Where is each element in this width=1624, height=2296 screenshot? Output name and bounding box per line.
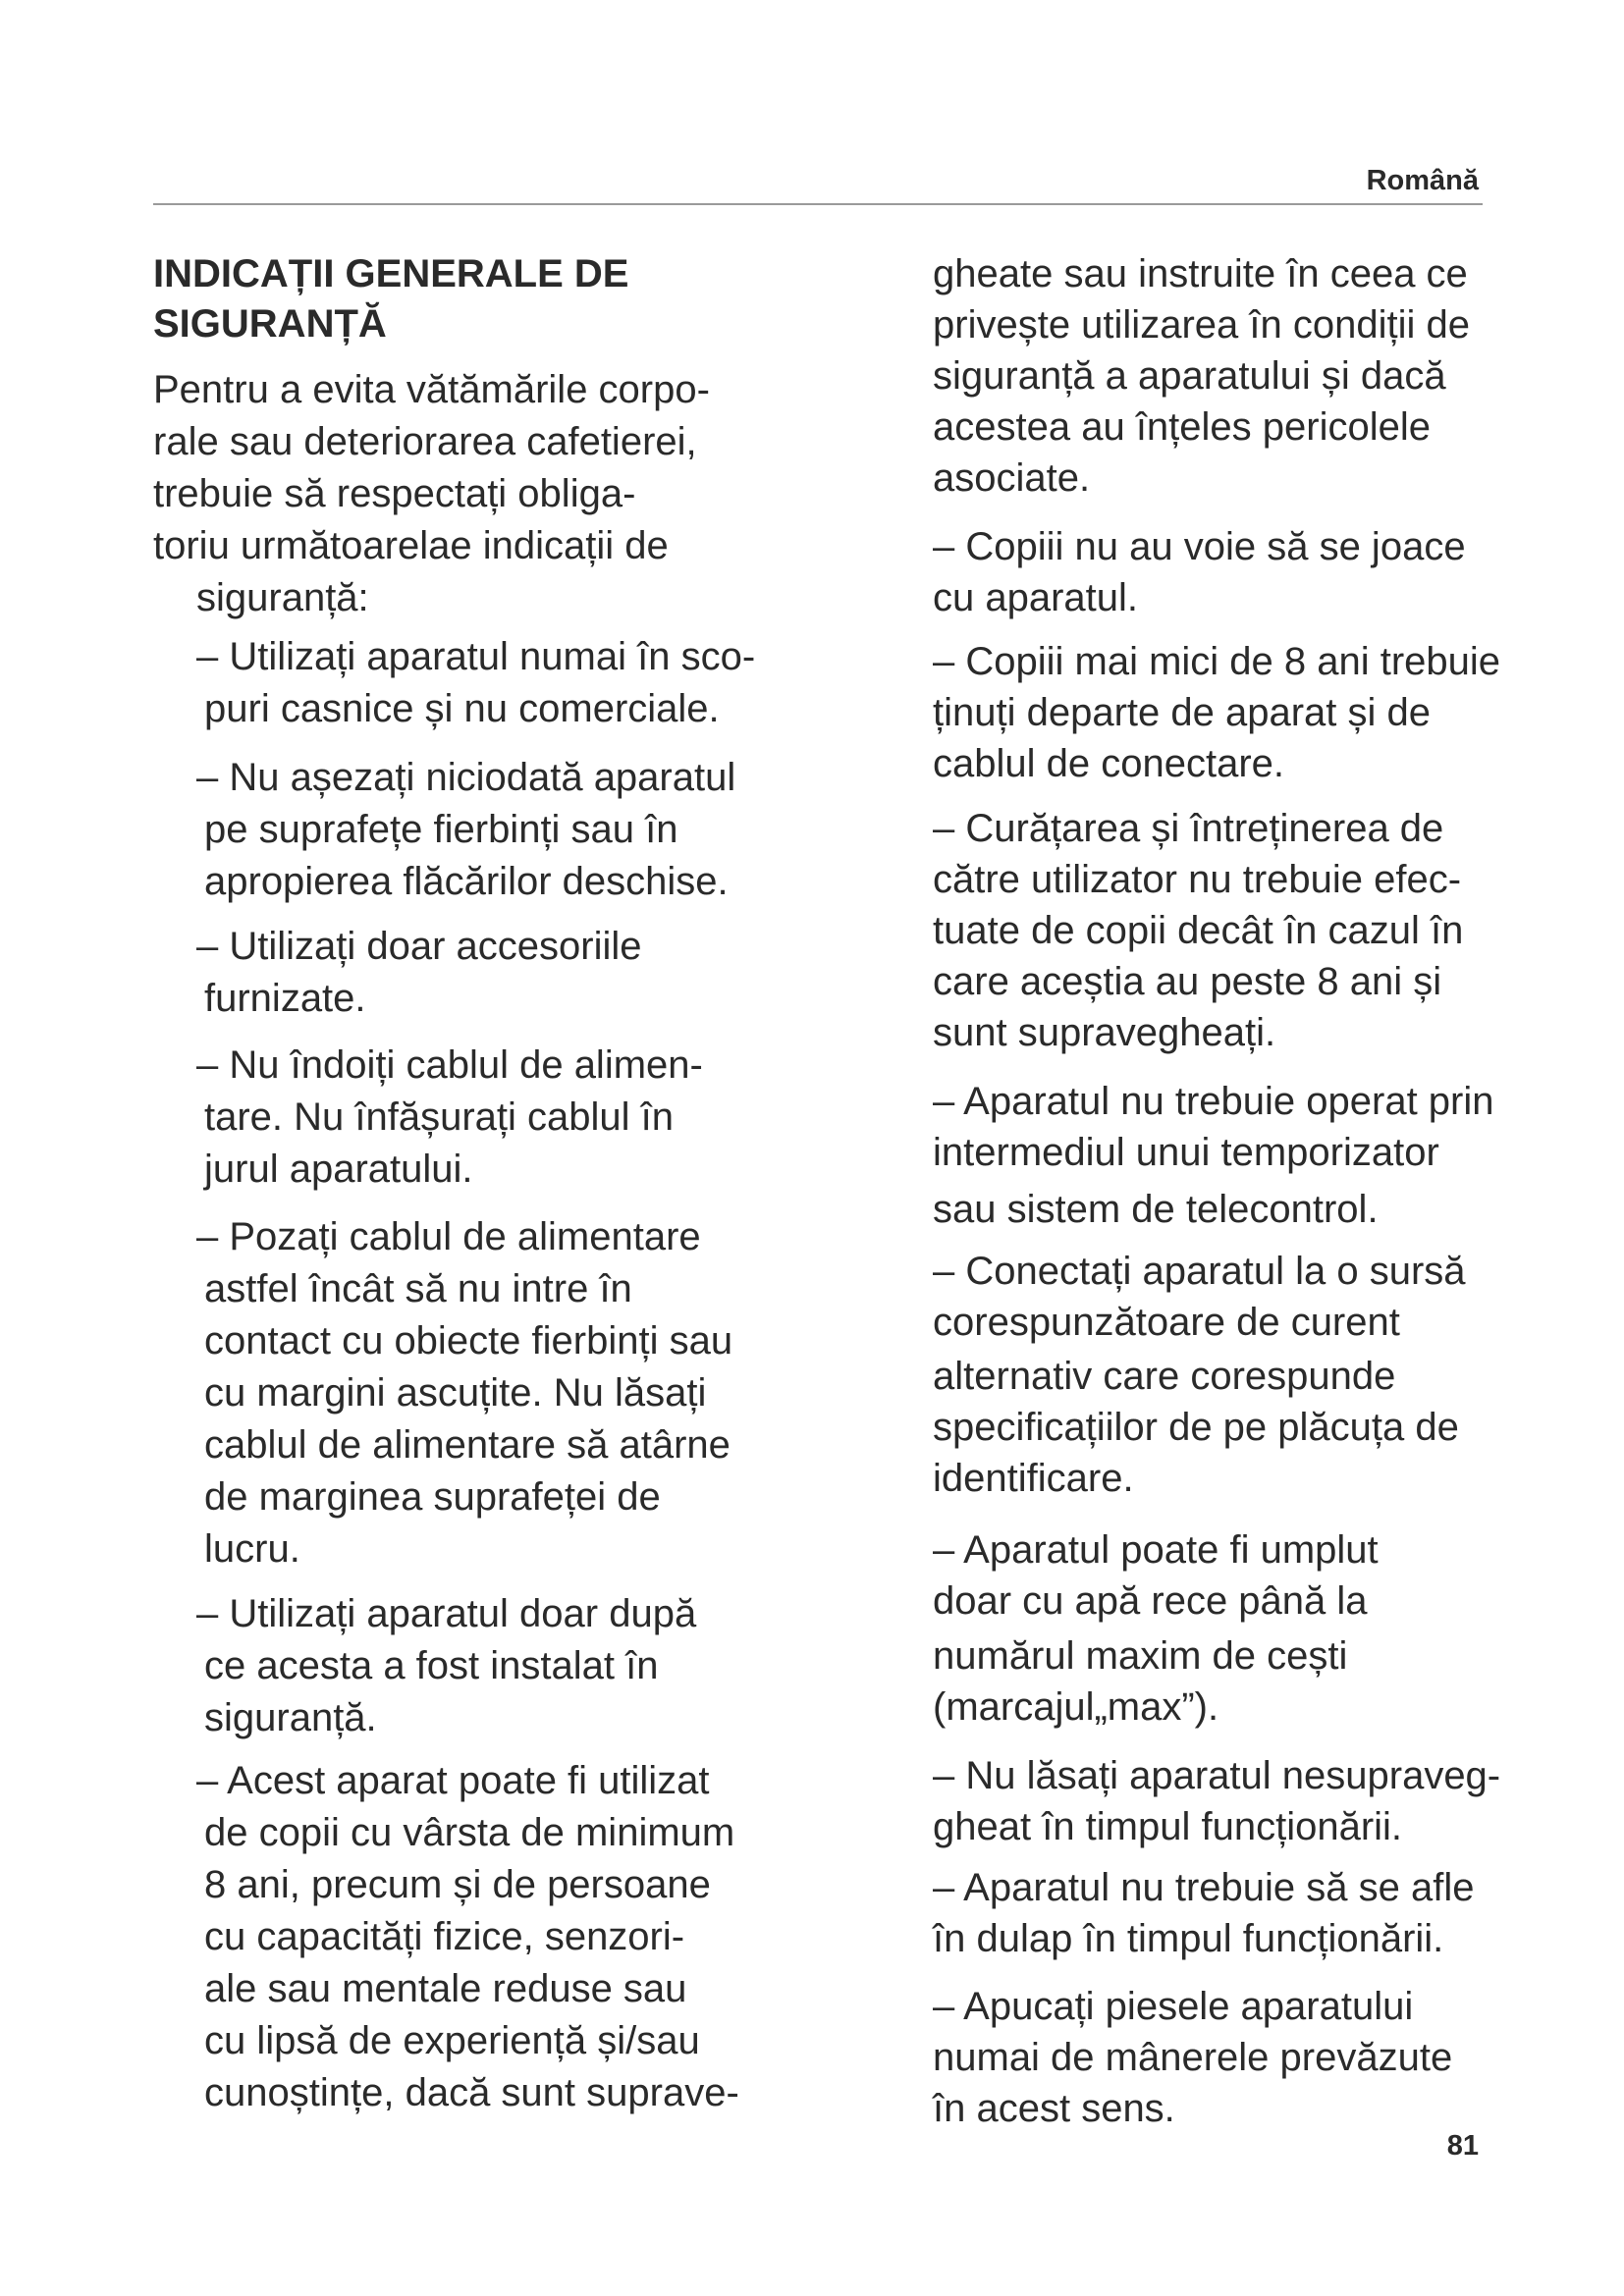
text-line: în acest sens. — [933, 2087, 1175, 2130]
text-line: – Utilizați aparatul numai în sco- — [196, 635, 756, 678]
text-line: tare. Nu înfășurați cablul în — [204, 1095, 675, 1139]
text-line: care aceștia au peste 8 ani și — [933, 960, 1442, 1003]
text-line: Pentru a evita vătămările corpo- — [153, 368, 710, 411]
text-line: alternativ care corespunde — [933, 1355, 1396, 1398]
text-line: intermediul unui temporizator — [933, 1131, 1439, 1174]
text-line: toriu următoarelae indicații de — [153, 524, 669, 567]
text-line: asociate. — [933, 456, 1091, 500]
text-line: identificare. — [933, 1457, 1134, 1500]
text-line: – Nu așezați niciodată aparatul — [196, 756, 736, 799]
text-line: către utilizator nu trebuie efec- — [933, 858, 1462, 901]
text-line: acestea au înțeles pericolele — [933, 405, 1431, 449]
text-line: siguranță a aparatului și dacă — [933, 354, 1446, 398]
text-line: – Acest aparat poate fi utilizat — [196, 1759, 710, 1802]
text-line: de copii cu vârsta de minimum — [204, 1811, 735, 1854]
text-line: – Aparatul poate fi umplut — [933, 1528, 1379, 1572]
text-line: numai de mânerele prevăzute — [933, 2036, 1453, 2079]
text-line: jurul aparatului. — [204, 1148, 473, 1191]
text-line: – Copiii mai mici de 8 ani trebuie — [933, 640, 1501, 683]
text-line: rale sau deteriorarea cafetierei, — [153, 420, 697, 463]
text-line: – Copiii nu au voie să se joace — [933, 525, 1466, 568]
text-line: – Pozați cablul de alimentare — [196, 1215, 701, 1258]
text-line: sau sistem de telecontrol. — [933, 1188, 1379, 1231]
text-line: cu aparatul. — [933, 576, 1139, 619]
text-line: pe suprafețe fierbinți sau în — [204, 808, 678, 851]
text-line: gheat în timpul funcționării. — [933, 1805, 1403, 1848]
text-line: siguranță: — [196, 576, 369, 619]
text-line: privește utilizarea în condiții de — [933, 303, 1470, 347]
text-line: contact cu obiecte fierbinți sau — [204, 1319, 733, 1362]
text-line: sunt supravegheați. — [933, 1011, 1276, 1054]
text-line: de marginea suprafeței de — [204, 1475, 661, 1519]
text-line: gheate sau instruite în ceea ce — [933, 252, 1468, 295]
text-line: cu margini ascuțite. Nu lăsați — [204, 1371, 707, 1415]
text-line: – Conectați aparatul la o sursă — [933, 1250, 1466, 1293]
text-line: doar cu apă rece până la — [933, 1579, 1368, 1623]
language-label: Română — [1366, 165, 1479, 196]
text-line: puri casnice și nu comerciale. — [204, 687, 720, 730]
text-line: apropierea flăcărilor deschise. — [204, 860, 729, 903]
text-line: 8 ani, precum și de persoane — [204, 1863, 711, 1906]
text-line: – Apucați piesele aparatului — [933, 1985, 1414, 2028]
text-line: ținuți departe de aparat și de — [933, 691, 1432, 734]
text-line: – Aparatul nu trebuie operat prin — [933, 1080, 1494, 1123]
text-line: astfel încât să nu intre în — [204, 1267, 632, 1310]
text-line: siguranță. — [204, 1696, 377, 1739]
text-line: – Curățarea și întreținerea de — [933, 807, 1444, 850]
text-line: numărul maxim de cești — [933, 1634, 1348, 1678]
text-line: ale sau mentale reduse sau — [204, 1967, 687, 2010]
text-line: cablul de conectare. — [933, 742, 1285, 785]
text-line: – Utilizați aparatul doar după — [196, 1592, 697, 1635]
text-line: furnizate. — [204, 977, 366, 1020]
text-line: specificațiilor de pe plăcuța de — [933, 1406, 1459, 1449]
text-line: cu lipsă de experiență și/sau — [204, 2019, 700, 2062]
text-line: trebuie să respectați obliga- — [153, 472, 636, 515]
text-line: în dulap în timpul funcționării. — [933, 1917, 1444, 1960]
text-line: – Aparatul nu trebuie să se afle — [933, 1866, 1475, 1909]
heading-line: INDICAȚII GENERALE DE — [153, 252, 629, 295]
text-line: – Nu îndoiți cablul de alimen- — [196, 1043, 703, 1087]
text-line: – Nu lăsați aparatul nesupraveg- — [933, 1754, 1501, 1797]
page-number: 81 — [1446, 2130, 1479, 2162]
text-line: cu capacități fizice, senzori- — [204, 1915, 685, 1958]
text-line: – Utilizați doar accesoriile — [196, 925, 642, 968]
header-rule — [153, 203, 1483, 205]
text-line: tuate de copii decât în cazul în — [933, 909, 1464, 952]
text-line: (marcajul„max”). — [933, 1685, 1219, 1729]
text-line: ce acesta a fost instalat în — [204, 1644, 659, 1687]
text-line: corespunzătoare de curent — [933, 1301, 1400, 1344]
text-line: cunoștințe, dacă sunt suprave- — [204, 2071, 739, 2114]
text-line: cablul de alimentare să atârne — [204, 1423, 731, 1467]
text-line: lucru. — [204, 1527, 300, 1571]
heading-line: SIGURANȚĂ — [153, 302, 387, 346]
